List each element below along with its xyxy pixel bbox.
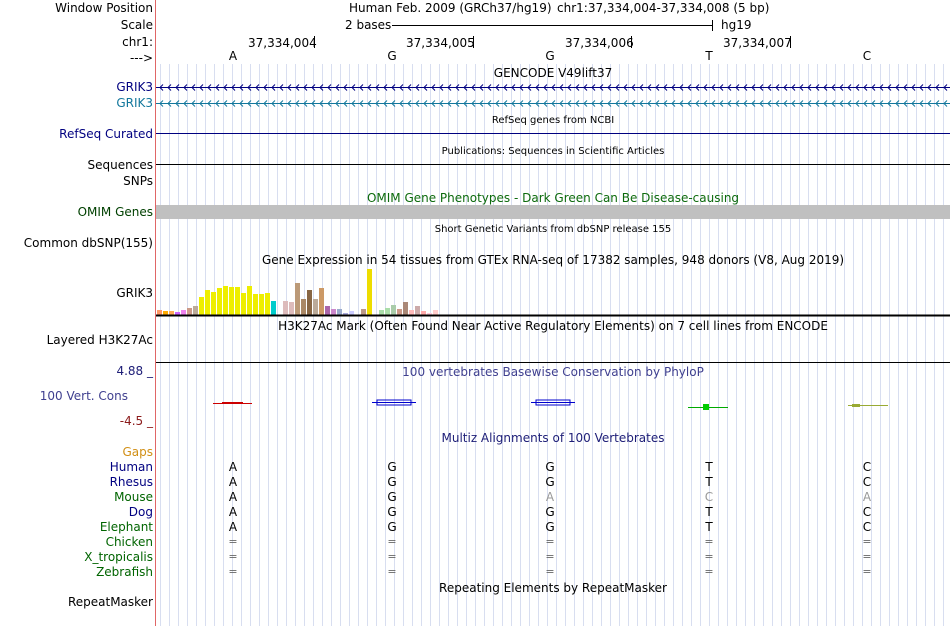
gtex-bar xyxy=(229,287,234,315)
alignment-base: = xyxy=(545,535,555,548)
alignment-base: C xyxy=(862,505,872,519)
gtex-bar xyxy=(433,310,438,315)
alignment-base: C xyxy=(862,520,872,534)
alignment-base: = xyxy=(387,565,397,578)
alignment-base: = xyxy=(704,565,714,578)
alignment-base: = xyxy=(704,550,714,563)
conservation-mark xyxy=(852,404,860,407)
alignment-base: G xyxy=(387,475,397,489)
alignment-base: = xyxy=(387,535,397,548)
species-label[interactable]: Human xyxy=(109,460,153,474)
repeatmasker-track-title[interactable]: Repeating Elements by RepeatMasker xyxy=(439,581,667,595)
alignment-base: G xyxy=(387,505,397,519)
gtex-bar xyxy=(397,309,402,315)
alignment-base: = xyxy=(704,535,714,548)
alignment-base: = xyxy=(387,550,397,563)
species-label[interactable]: Dog xyxy=(128,505,153,519)
alignment-base: G xyxy=(545,520,555,534)
dbsnp-track-title[interactable]: Short Genetic Variants from dbSNP release 155 xyxy=(434,224,672,235)
coordinate-label: 37,334,004 xyxy=(248,36,317,50)
gtex-bar xyxy=(403,302,408,315)
alignment-base: A xyxy=(228,460,238,474)
gtex-bar xyxy=(367,269,372,315)
gtex-bar xyxy=(223,286,228,315)
gaps-label[interactable]: Gaps xyxy=(122,445,153,459)
alignment-base: C xyxy=(862,460,872,474)
alignment-base: T xyxy=(705,505,713,519)
alignment-base: G xyxy=(387,490,397,504)
gtex-bar xyxy=(361,309,366,315)
gtex-bar xyxy=(307,290,312,315)
strand-label: ---> xyxy=(129,51,153,65)
multiz-track-title[interactable]: Multiz Alignments of 100 Vertebrates xyxy=(441,431,665,445)
repeatmasker-track-label[interactable]: RepeatMasker xyxy=(67,595,153,609)
gtex-bar xyxy=(325,306,330,315)
alignment-base: C xyxy=(704,490,714,504)
gtex-bar xyxy=(259,294,264,315)
gtex-bar xyxy=(205,290,210,315)
alignment-base: = xyxy=(228,565,238,578)
gtex-bar xyxy=(349,311,354,315)
alignment-base: G xyxy=(545,505,555,519)
gtex-bar xyxy=(385,308,390,315)
snps-track-label[interactable]: SNPs xyxy=(123,174,153,188)
alignment-base: = xyxy=(862,565,872,578)
gtex-bar xyxy=(337,309,342,315)
species-label[interactable]: X_tropicalis xyxy=(84,550,153,564)
alignment-base: = xyxy=(862,535,872,548)
assembly-name: Human Feb. 2009 (GRCh37/hg19) xyxy=(349,1,552,15)
alignment-base: = xyxy=(228,550,238,563)
h3k27ac-track-title[interactable]: H3K27Ac Mark (Often Found Near Active Regulatory Elements) on 7 cell lines from ENCODE xyxy=(278,319,828,333)
alignment-base: A xyxy=(228,520,238,534)
alignment-base: C xyxy=(862,475,872,489)
gtex-bar xyxy=(391,305,396,315)
sequences-track-label[interactable]: Sequences xyxy=(87,158,153,172)
alignment-base: T xyxy=(705,475,713,489)
gtex-bar xyxy=(187,308,192,315)
gtex-bar xyxy=(211,292,216,315)
alignment-base: G xyxy=(545,475,555,489)
alignment-base: A xyxy=(228,475,238,489)
gencode-gene-label[interactable]: GRIK3 xyxy=(116,96,153,110)
gtex-bar xyxy=(409,310,414,315)
window-position-label: Window Position xyxy=(55,1,153,15)
gtex-bar xyxy=(235,287,240,315)
gtex-bar xyxy=(283,301,288,315)
ruler-base: G xyxy=(545,49,555,63)
conservation-max-label: 4.88 _ xyxy=(116,364,153,378)
gtex-bar xyxy=(379,310,384,315)
gtex-bar xyxy=(415,306,420,315)
alignment-base: G xyxy=(545,460,555,474)
coordinate-label: 37,334,005 xyxy=(406,36,475,50)
gtex-bar xyxy=(301,299,306,315)
gtex-bar xyxy=(181,310,186,315)
alignment-base: A xyxy=(545,490,555,504)
gtex-bar xyxy=(265,293,270,315)
gtex-track-title[interactable]: Gene Expression in 54 tissues from GTEx RNA-seq of 17382 samples, 948 donors (V8, Aug 2019) xyxy=(261,253,845,267)
gtex-bar xyxy=(217,288,222,315)
omim-track-title[interactable]: OMIM Gene Phenotypes - Dark Green Can Be Disease-causing xyxy=(366,191,740,205)
alignment-base: A xyxy=(228,490,238,504)
gtex-bar xyxy=(271,301,276,315)
species-label[interactable]: Chicken xyxy=(105,535,153,549)
gtex-bar xyxy=(421,311,426,315)
gtex-bar xyxy=(295,283,300,315)
gtex-track-label[interactable]: GRIK3 xyxy=(116,286,153,300)
conservation-track-title[interactable]: 100 vertebrates Basewise Conservation by PhyloP xyxy=(402,365,704,379)
gtex-bar xyxy=(169,311,174,315)
chrom-label: chr1: xyxy=(122,35,153,49)
alignment-base: A xyxy=(862,490,872,504)
dbsnp-track-label[interactable]: Common dbSNP(155) xyxy=(23,236,153,250)
gencode-gene-label[interactable]: GRIK3 xyxy=(116,80,153,94)
window-position: chr1:37,334,004-37,334,008 (5 bp) xyxy=(557,1,770,15)
alignment-base: = xyxy=(862,550,872,563)
gtex-bar xyxy=(241,293,246,315)
scale-db: hg19 xyxy=(721,18,752,32)
alignment-base: = xyxy=(545,550,555,563)
gtex-bar xyxy=(253,294,258,315)
gtex-bar xyxy=(157,310,162,315)
omim-bar xyxy=(156,205,950,219)
coordinate-label: 37,334,006 xyxy=(565,36,634,50)
ruler-base: T xyxy=(705,49,713,63)
ruler-base: G xyxy=(387,49,397,63)
species-label[interactable]: Mouse xyxy=(114,490,153,504)
gtex-bar xyxy=(331,309,336,315)
gencode-track-title[interactable]: GENCODE V49lift37 xyxy=(493,66,613,80)
alignment-base: G xyxy=(387,520,397,534)
conservation-track-label[interactable]: 100 Vert. Cons xyxy=(39,389,128,403)
alignment-base: = xyxy=(545,565,555,578)
ruler-base: C xyxy=(862,49,872,63)
coordinate-label: 37,334,007 xyxy=(723,36,792,50)
gtex-bar xyxy=(199,297,204,315)
gtex-bar xyxy=(193,306,198,315)
ruler-base: A xyxy=(228,49,238,63)
conservation-min-label: -4.5 _ xyxy=(119,414,153,428)
species-label[interactable]: Zebrafish xyxy=(96,565,153,579)
gtex-bar xyxy=(289,302,294,315)
refseq-track-title[interactable]: RefSeq genes from NCBI xyxy=(491,115,615,126)
alignment-base: G xyxy=(387,460,397,474)
refseq-track-label[interactable]: RefSeq Curated xyxy=(59,127,153,141)
alignment-base: T xyxy=(705,520,713,534)
h3k27ac-track-label[interactable]: Layered H3K27Ac xyxy=(46,333,153,347)
scale-text: 2 bases xyxy=(345,18,392,32)
alignment-base: T xyxy=(705,460,713,474)
alignment-base: = xyxy=(228,535,238,548)
species-label[interactable]: Rhesus xyxy=(109,475,153,489)
alignment-base: A xyxy=(228,505,238,519)
conservation-mark xyxy=(703,404,709,410)
gtex-bar xyxy=(313,299,318,315)
gtex-bar xyxy=(247,286,252,315)
sequences-track-title[interactable]: Publications: Sequences in Scientific Articles xyxy=(441,146,665,157)
gtex-bar xyxy=(163,311,168,315)
species-label[interactable]: Elephant xyxy=(99,520,153,534)
scale-label: Scale xyxy=(120,18,153,32)
gtex-bar xyxy=(319,288,324,315)
omim-track-label[interactable]: OMIM Genes xyxy=(77,205,153,219)
